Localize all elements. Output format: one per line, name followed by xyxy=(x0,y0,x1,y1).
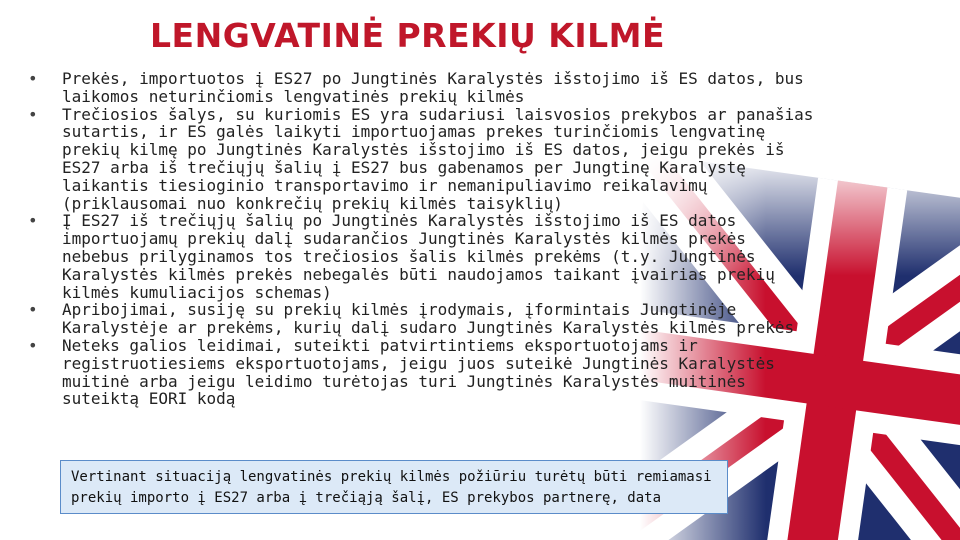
note-box: Vertinant situaciją lengvatinės prekių kilmės požiūriu turėtų būti remiamasi prekių importo į ES27 arba į trečiąją šalį, ES prekybos partnerę, data xyxy=(60,460,728,514)
slide-title: LENGVATINĖ PREKIŲ KILMĖ xyxy=(150,16,666,55)
bullet-item: • Prekės, importuotos į ES27 po Jungtinės Karalystės išstojimo iš ES datos, bus laikomos neturinčiomis lengvatinės prekių kilmės xyxy=(20,70,820,106)
bullet-item: • Trečiosios šalys, su kuriomis ES yra sudariusi laisvosios prekybos ar panašias sutartis, ir ES galės laikyti importuojamas prekes turinčiomis lengvatinę prekių kilmę po Jungtinės Karalystės išstojimo iš ES datos, jeigu prekės iš ES27 arba iš trečiųjų šalių į ES27 bus gabenamos per Jungtinę Karalystę laikantis tiesioginio transportavimo ir nemanipuliavimo reikalavimų (priklausomai nuo konkrečių prekių kilmės taisyklių) xyxy=(20,106,820,213)
bullet-item: • Neteks galios leidimai, suteikti patvirtintiems eksportuotojams ir registruotiesiems eksportuotojams, jeigu juos suteikė Jungtinės Karalystės muitinė arba jeigu leidimo turėtojas turi Jungtinės Karalystės muitinės suteiktą EORI kodą xyxy=(20,337,820,408)
bullet-item: • Apribojimai, susiję su prekių kilmės įrodymais, įformintais Jungtinėje Karalystėje ar prekėms, kurių dalį sudaro Jungtinės Karalystės kilmės prekės xyxy=(20,301,820,337)
bullet-item: • Į ES27 iš trečiųjų šalių po Jungtinės Karalystės išstojimo iš ES datos importuojamų prekių dalį sudarančios Jungtinės Karalystės kilmės prekės nebebus prilyginamos tos trečiosios šalis kilmės prekėms (t.y. Jungtinės Karalystės kilmės prekės nebegalės būti naudojamos taikant įvairias prekių kilmės kumuliacijos schemas) xyxy=(20,212,820,301)
bullet-list xyxy=(20,70,820,408)
